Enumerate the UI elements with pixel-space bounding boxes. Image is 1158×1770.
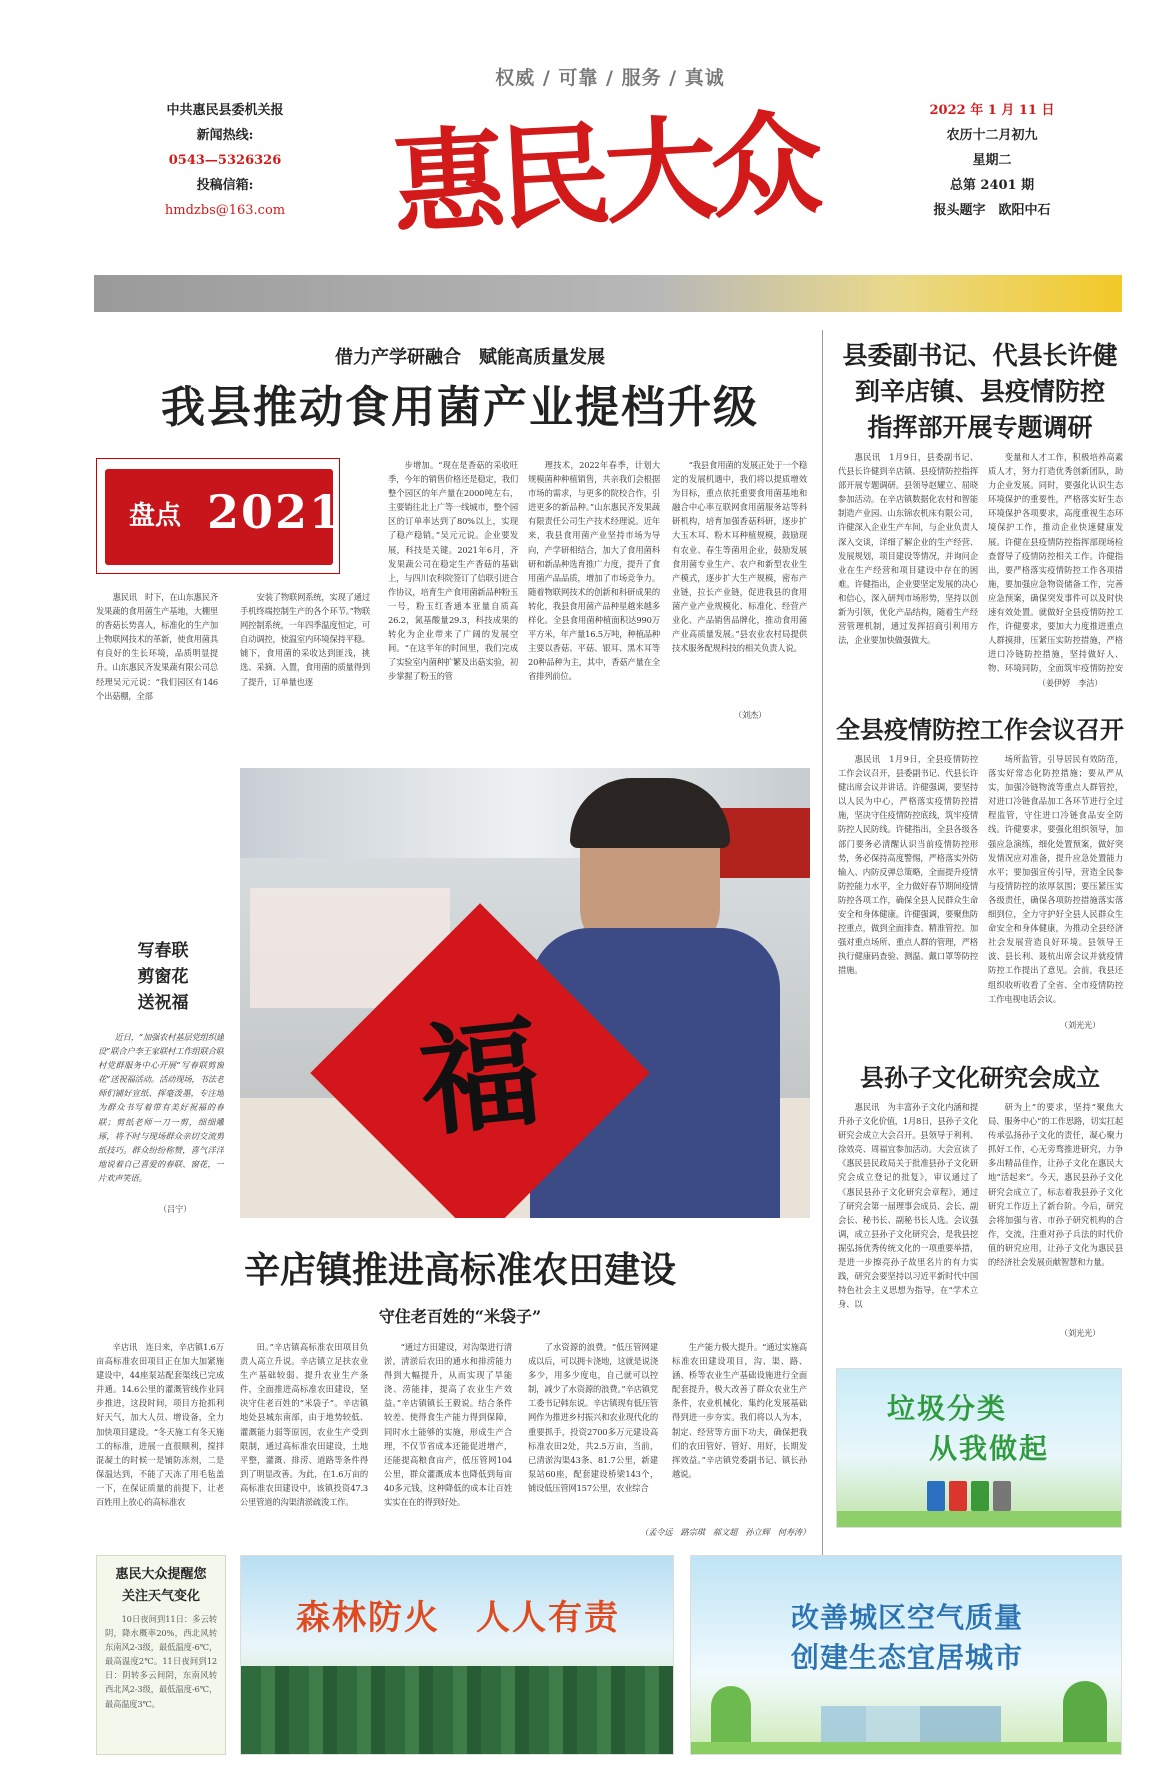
farm-title: 辛店镇推进高标准农田建设: [243, 1249, 676, 1291]
farm-col-5: 生产能力极大提升。“通过实施高标准农田建设项目，沟、渠、路、涵、桥等农业生产基础设施进行全面配套提升，极大改善了群众农业生产条件，农业机械化、集约化发展基础得到进一步夯实。我们将以人为本，制定、经营等方面下功夫，确保把我们的农田管好、管好、用好，长期发挥效益。”辛店镇党委副书记、镇长孙越说。: [672, 1342, 807, 1479]
right3-col-1: 惠民讯 为丰富孙子文化内涵和提升孙子文化价值，1月8日，县孙子文化研究会成立大会召开。县领导于利利、徐效亮、周福宜参加活动。大会宣读了《惠民县民政局关于批准县孙子文化研究会成立登记的批复》，审议通过了《惠民县孙子文化研究会章程》，通过了研究会第一届理事会成员、会长、副会长、秘书长、副秘书长人选。会议强调，成立县孙子文化研究会，是我县挖掘弘扬优秀传统文化的一项重要举措，是进一步擦亮孙子故里名片的有力实践，研究会要坚持以习近平新时代中国特色社会主义思想为指导，在“学术立身、以: [838, 1102, 978, 1310]
pandian-badge: [96, 458, 344, 574]
lead-col-3: 步增加。“现在是香菇的采收旺季，今年的销售价格还是稳定，我们整个园区的年产量在2000吨左右，主要销往北上广等一线城市，整个园区的订单率达到了80%以上，实现了稳产稳销。”吴元元说。企业要发展，科技是关键。2021年6月，齐发果蔬公司在稳定生产香菇的基础上，与四川农科院签订了信联引进合作协议，培育生产食用菌新品种粉玉一号，粉玉红香通本亚量自质高26.2，氮基酸量29.3，科技成果的转化为企业带来了广阔的发展空间。“在这半年的时间里，我们完成了实验室内菌种扩繁及出菇实验，初步掌握了粉玉的管: [388, 460, 518, 682]
right2-title: 全县疫情防控工作会议召开: [836, 715, 1124, 744]
column-divider: [822, 330, 823, 1710]
lead-kicker: 借力产学研融合 赋能高质量发展: [335, 347, 605, 368]
right3-title: 县孙子文化研究会成立: [860, 1063, 1100, 1092]
hazard-bin-icon: [949, 1481, 967, 1511]
right1-col-2: 变量和人才工作，积极培养高素质人才，努力打造优秀创新团队，助力企业发展。同时，要强化认识生态环境保护的重要性，严格落实好生态环境保护各项要求，高度重视生态环境保护工作，推动企业快速健康发展。许健在县疫情防控指挥部现场检查督导了疫情防控相关工作。许健指出，要严格落实疫情防控工作各项措施，要加强应急物资储备工作，完善应急预案，确保突发事件可以及时快速有效处置。就做好全县疫情防控工作，许健要求，要加大力度推进重点人群摸排，压紧压实防控措施，严格进口冷链防控措施，坚持做好人、物、环境同防，全面筑牢疫情防控安: [988, 452, 1123, 674]
weather-box: [96, 1555, 226, 1755]
masthead-right: [912, 98, 1072, 223]
air-quality-ad: [690, 1555, 1122, 1755]
lead-col-5: “我县食用菌的发展正处于一个稳定的发展机遇中，我们将以提质增效为目标，重点依托重要食用菌基地和融合中心率互联网食用菌服务站等科研机构，培育加强香菇科研，逐步扩大玉木耳、粉木耳种植规模，鼓励现有农业、春生等菌用企业，鼓励发展食用菌专业生产、农户和新型农业生产模式，逐步扩大生产规模，密布产业链，拉长产业链，促进我县的食用菌产业产业规模化、标准化、经营产业化、产品销售品牌化，推动食用菌产业高质量发展。”县农业农村局提供技术服务配规科技的相关负责人说。: [672, 460, 807, 654]
farm-col-4: 了水资源的浪费。“低压管网建成以后，可以拥卡浇地，这就是说浇多少，用多少度电，自己就可以控制，减少了水资源的浪费。”辛店镇党工委书记韩东说。辛店镇现有低压管网作为推进乡村振兴和农业现代化的重要抓手，投资2700多万元建设高标准农田2处，共2.5万亩，当前，已清淤沟渠43条、81.7公里，新建泵站60座，配套建设桥梁143个，铺设低压管网157公里，农业综合: [528, 1342, 658, 1493]
masthead-band: [94, 275, 1122, 312]
masthead-left: [135, 98, 315, 223]
badge-year: 2021: [207, 485, 344, 539]
calligraphy-credit: 报头题字 欧阳中石: [933, 203, 1051, 218]
garbage-ad: [836, 1368, 1122, 1528]
farm-col-2: 田。”辛店镇高标准农田项目负责人高立升说。辛店镇立足扶农业生产基础较弱、提升农业生产条件，全面推进高标准农田建设，坚决守住老百姓的“米袋子”。辛店镇地处县城东南部，由于地势较低、灌溉能力弱等原因，农业生产受到限制，通过高标准农田建设，土地平整，灌溉、排涝、道路等条件得到了明显改善。为此，在1.6万亩的高标准农田建设中，该镇投资47.3公里管道的沟渠清淤疏浚工作。: [240, 1342, 368, 1508]
hotline-label: 新闻热线:: [196, 128, 254, 143]
fu-character: 福: [412, 1001, 547, 1154]
right2-col-2: 场所监管，引导居民有效防范，落实好常态化防控措施；要从严从实，加强冷链物流等重点人群管控，对进口冷链食品加工各环节进行全过程监管，守住进口冷链食品安全防线。许健要求，要强化组织领导，加强应急演练，细化处置预案，做好突发情况应对准备，提升应急处置能力水平；要加强宣传引导，营造全民参与疫情防控的浓厚氛围；要压紧压实各级责任，确保各项防控措施落实落细到位，全力守护好全县人民群众生命安全和身体健康，为推动全县经济社会发展营造良好环境。县领导王波、县长利、聂杭出席会议并就疫情防控工作提出了意见。会前，我县还组织收听收看了全省、全市疫情防控工作电视电话会议。: [988, 754, 1123, 1004]
lead-col-2: 安装了物联网系统，实现了通过手机终端控制生产的各个环节。”物联网控制系统，一年四季温度恒定，可自动调控，使温室内环境保持平稳。铺下，食用菌的采收达到匪浅，挑选、采摘、入置，食用菌的质量得到了提升，订单量也逐: [240, 592, 370, 687]
right1-byline: （姜伊婷 李洁）: [1037, 678, 1103, 688]
forest-fire-ad: [240, 1555, 674, 1755]
issue-date: 2022 年 1 月 11 日: [929, 103, 1055, 118]
other-bin-icon: [993, 1481, 1011, 1511]
weather-title: 惠民大众提醒您 关注天气变化: [115, 1567, 207, 1604]
right1-col-1: 惠民讯 1月9日，县委副书记、代县长许健到辛店镇、县疫情防控指挥部开展专题调研。县领导赵耀立、屈晓参加活动。在辛店镇数据化农村和智能制造产业园、山东锦农机床有限公司，许健深入企业生产车间，与企业负责人深入交谈，详细了解企业的生产经营、发展规划，项目建设等情况，并询问企业在生产经营和项目建设中存在的困难。许健指出，企业要坚定发展的决心和信心，深入研判市场形势，坚持以创新为引领，优化产品结构，随着生产经营管理机制，通过发挥招商引利用方法，企业要加快做强做大。: [838, 452, 978, 646]
garbage-line-2: 从我做起: [929, 1432, 1050, 1465]
feature-photo: [240, 768, 810, 1218]
feature-byline: （吕宁）: [158, 1204, 192, 1214]
masthead-title: 惠民大众: [389, 98, 820, 252]
air-line-1: 改善城区空气质量: [790, 1601, 1023, 1634]
lead-col-4: 理技术，2022年春季，计划大规模菌种种植销售，共亲我们会根据市场的需求，与更多的院校合作，引进更多的新品种。”山东惠民齐发果蔬有限责任公司生产技术经理说。近年来，我县食用菌产业坚持市场为导向，产学研相结合，加大了食用菌科研和新品种选育推广力度，提升了食用菌产品品质，增加了市场竞争力。随着物联网技术的创新和科研成果的转化，我县食用菌产品种星越来越多样化。全县食用菌种植面积达990万平方米，年产量16.5万吨，种植品种主要以香菇、平菇、银耳、黑木耳等20种品种为主，其中，香菇产量在全省排列前位。: [528, 460, 660, 682]
right3-col-2: 研为上”的要求，坚持“聚焦大局、服务中心”的工作思路，切实扛起传承弘扬孙子文化的责任，凝心聚力抓好工作，心无旁骛推进研究，力争多出精品佳作，让孙子文化在惠民大地“活起来”。今天，惠民县孙子文化研究会成立了，标志着我县孙子文化研究工作迈上了新台阶。今后，研究会将加强与省、市孙子研究机构的合作，交流，注重对孙子兵法的时代价值的研究应用，让孙子文化为惠民县的经济社会发展贡献智慧和力量。: [988, 1102, 1123, 1268]
farm-subtitle: 守住老百姓的“米袋子”: [378, 1307, 542, 1326]
right2-col-1: 惠民讯 1月9日，全县疫情防控工作会议召开，县委副书记、代县长许健出席会议并讲话。许健强调，要坚持以人民为中心，严格落实疫情防控措施，坚决守住疫情防控底线，筑牢疫情防控人民防线。许健指出，全县各级各部门要务必清醒认识当前疫情防控形势，务必保持高度警惕，严格落实外防输入、内防反弹总策略，全面提升疫情防控能力水平，全力做好春节期间疫情防控各项工作，确保全县人民群众生命安全和身体健康。许健强调，要聚焦防控重点，做到全面排查、精准管控。加强对重点场所、重点人群的管理，严格执行健康码查验、测温、戴口罩等防控措施。: [838, 754, 978, 976]
tree-icon: [711, 1686, 751, 1746]
right3-byline: （刘光光）: [1059, 1328, 1101, 1338]
farm-byline: （孟令远 路宗琪 郝文超 孙立辉 何寿涛）: [640, 1527, 810, 1537]
lead-byline: （刘杰）: [733, 710, 767, 720]
lunar-date: 农历十二月初九: [946, 128, 1038, 143]
lead-col-1: 惠民讯 时下，在山东惠民齐发果蔬的食用菌生产基地，大棚里的香菇长势喜人，标准化的生产加上物联网技术的革新，使食用菌具有良好的生长环境，品质明显提升。山东惠民齐发果蔬有限公司总经理吴元元说：“我们园区有146个出菇棚，全部: [96, 592, 218, 701]
air-line-2: 创建生态宜居城市: [790, 1641, 1023, 1674]
farm-col-1: 辛店讯 连日来，辛店镇1.6万亩高标准农田项目正在加大加紧施建设中，44座泵站配套渠线已完成并通。14.6公里的灌溉管线作业同步推进，这段时间，项目方抢抓利好天气，加大人员、增设备，全力加快项目建设。“冬天施工有冬天施工的标准，进展一直很顺利，搅拌混凝土的时候一是铺防冻剂，二是保温达到，不能了天冻了用毛毡盖一下，在保证质量的前提下，让老百姓用上放心的高标准农: [96, 1342, 224, 1508]
farm-col-3: “通过方田建设，对沟渠进行清淤，清淤后农田的通水和排涝能力得到大幅提升，从而实现了旱能浇、涝能排，提高了农业生产效益。”辛店镇镇长王毅说。结合条件较差、使得食生产能力得到保障，同时水土能够的实施，形成生产合理，不仅节省成本还能促进增产，还能提高粮食亩产，低压管网104公里，群众灌溉成本也降低到每亩40多元钱，这种降低的成本让百姓实实在在的得到好处。: [384, 1342, 512, 1508]
right1-title: 县委副书记、代县长许健 到辛店镇、县疫情防控 指挥部开展专题调研: [842, 341, 1118, 442]
kitchen-bin-icon: [971, 1481, 989, 1511]
tree-icon: [1063, 1681, 1107, 1747]
feature-body: 近日，“加强农村基层党组织建设”联合户李王家联村工作组联合联村党群服务中心开展“写春联剪窗花”送祝福活动。活动现场，书法老师们铺好宣纸、挥毫泼墨，专注地为群众书写着带有美好祝福的春联；剪纸老师一刀一剪，细细雕琢，将不时与现场群众亲切交流剪纸技巧。群众纷纷称赞，喜气洋洋地说着自己喜爱的春联、窗花，一片欢声笑语。: [98, 1032, 224, 1183]
garbage-line-1: 垃圾分类: [887, 1392, 1008, 1425]
masthead-slogan: 权威 / 可靠 / 服务 / 真诚: [495, 67, 725, 89]
recycle-bin-icon: [927, 1481, 945, 1511]
feature-title: 写春联 剪窗花 送祝福: [137, 941, 189, 1013]
right2-byline: （刘光光）: [1059, 1020, 1101, 1030]
email-label: 投稿信箱:: [196, 178, 254, 193]
email-address: hmdzbs@163.com: [164, 203, 286, 218]
issue-number: 总第 2401 期: [949, 178, 1035, 193]
badge-label: 盘点: [129, 501, 182, 531]
city-skyline: [821, 1706, 1001, 1746]
hotline-number: 0543—5326326: [168, 153, 282, 168]
paper-organ: 中共惠民县委机关报: [166, 103, 284, 118]
weekday: 星期二: [972, 153, 1012, 168]
fire-slogan: 森林防火 人人有责: [296, 1598, 620, 1638]
weather-body: 10日夜间到11日：多云转阴，降水概率20%，西北风转东南风2-3级，最低温度-6℃，最高温度2℃。11日夜间到12日：阴转多云间阴，东南风转西北风2-3级，最低温度-6℃，最高温度3℃。: [105, 1614, 217, 1709]
lead-title: 我县推动食用菌产业提档升级: [161, 382, 759, 433]
